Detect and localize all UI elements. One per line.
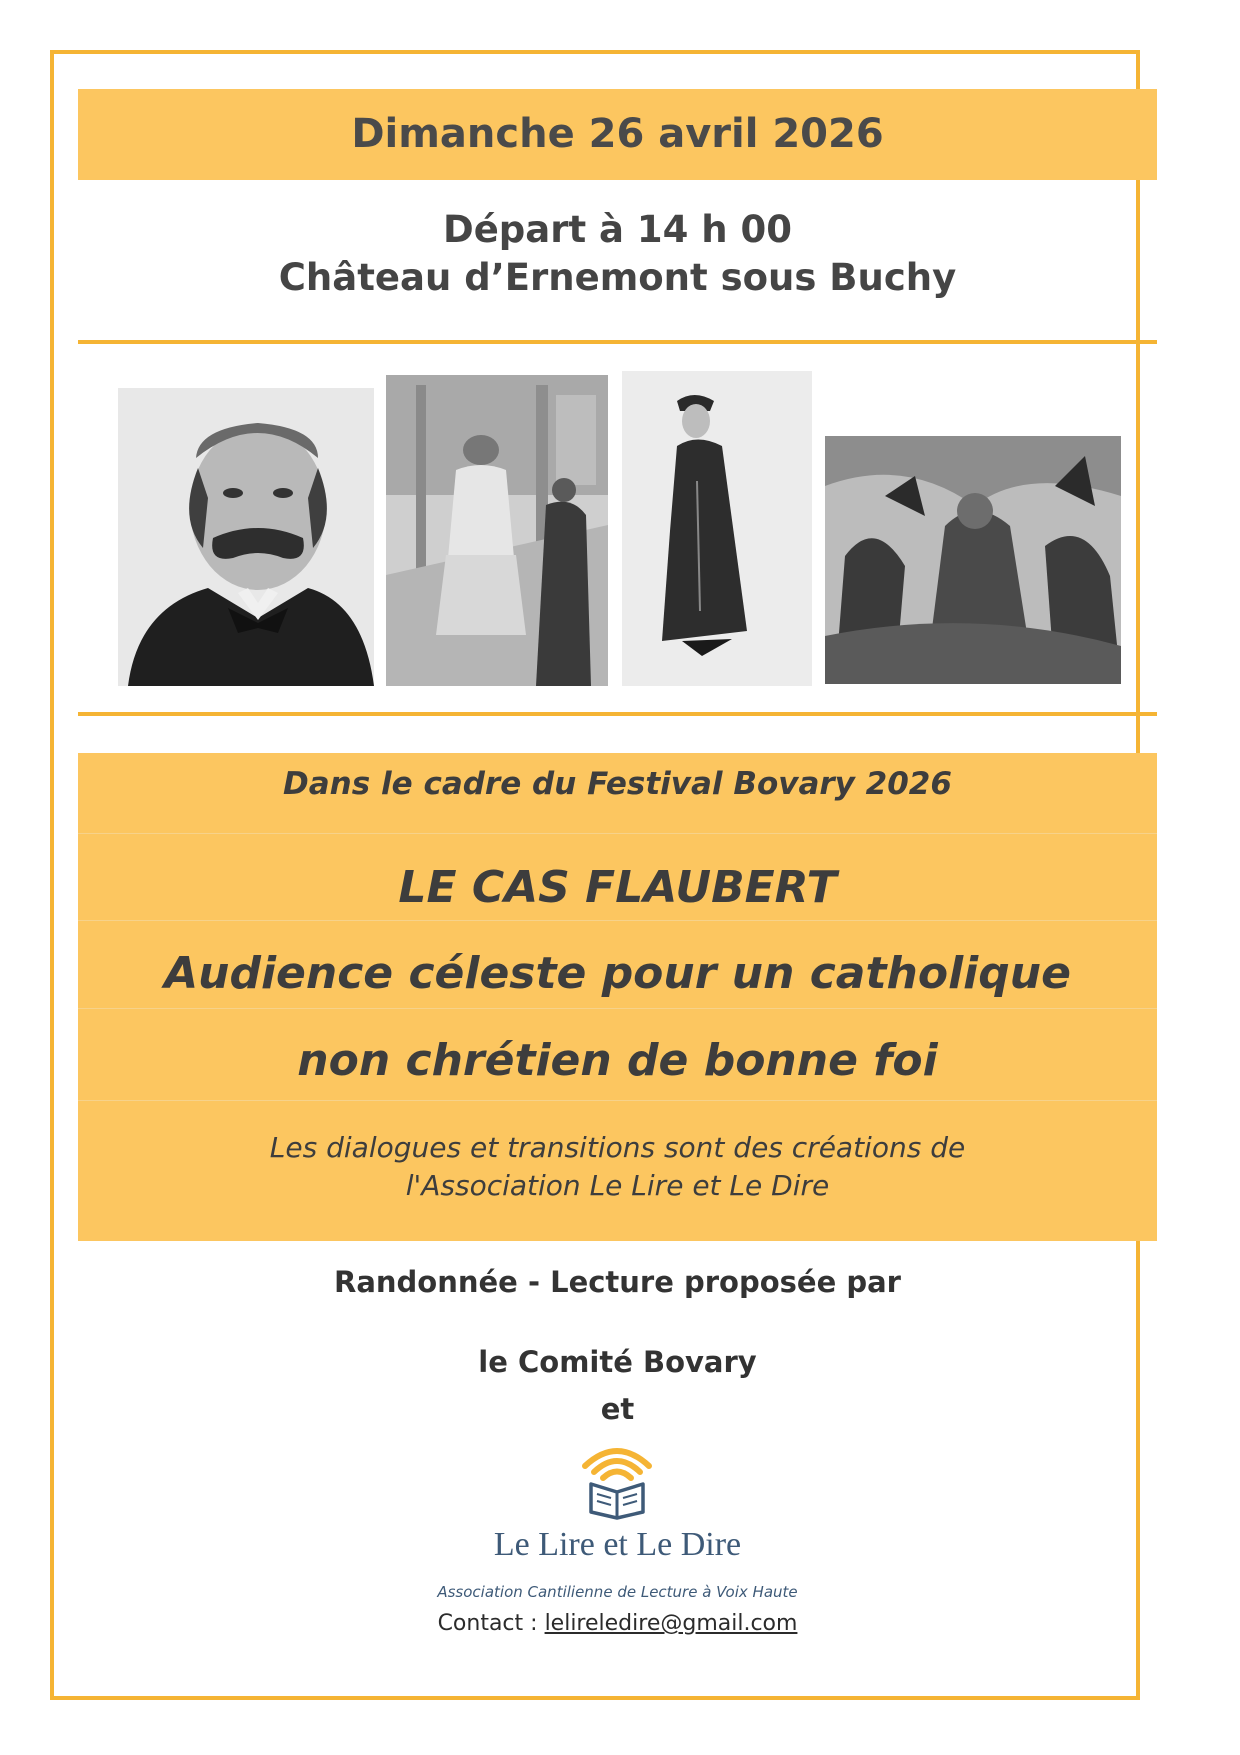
panel-line: [78, 920, 1157, 921]
contact-line: [78, 1611, 1157, 1636]
play-subtitle-line-2: non chrétien de bonne foi: [297, 1035, 938, 1086]
play-subtitle-line-1: Audience céleste pour un catholique: [164, 948, 1071, 999]
credits-line-1: Les dialogues et transitions sont des créations de: [269, 1131, 966, 1164]
event-date: Dimanche 26 avril 2026: [351, 111, 884, 157]
festival-context: Dans le cadre du Festival Bovary 2026: [283, 766, 952, 802]
play-title: LE CAS FLAUBERT: [398, 862, 837, 913]
organizer-comite: le Comité Bovary: [478, 1345, 757, 1379]
divider-top: [78, 340, 1157, 344]
panel-line: [78, 833, 1157, 834]
temptation-engraving-image: [825, 436, 1121, 684]
organizer-and: et: [600, 1392, 635, 1426]
logo-tagline: Association Cantilienne de Lecture à Voix Haute: [437, 1583, 798, 1601]
logo-name: Le Lire et Le Dire: [493, 1526, 742, 1563]
organizer-intro: Randonnée - Lecture proposée par: [334, 1265, 901, 1299]
monk-figure-image: [622, 371, 812, 686]
flaubert-portrait-image: [118, 388, 374, 686]
date-banner: [78, 89, 1157, 180]
departure-info: [78, 206, 1157, 302]
departure-time: Départ à 14 h 00: [442, 208, 792, 251]
credits: [78, 1129, 1157, 1205]
book-sound-logo-icon: [577, 1440, 657, 1520]
contact-email-link[interactable]: lelireledire@gmail.com: [544, 1611, 798, 1636]
church-scene-image: [386, 375, 608, 686]
divider-bottom: [78, 712, 1157, 716]
contact-label: Contact :: [437, 1611, 545, 1636]
departure-location: Château d’Ernemont sous Buchy: [278, 256, 957, 299]
credits-line-2: l'Association Le Lire et Le Dire: [405, 1169, 830, 1202]
panel-line: [78, 1100, 1157, 1101]
panel-line: [78, 1008, 1157, 1009]
